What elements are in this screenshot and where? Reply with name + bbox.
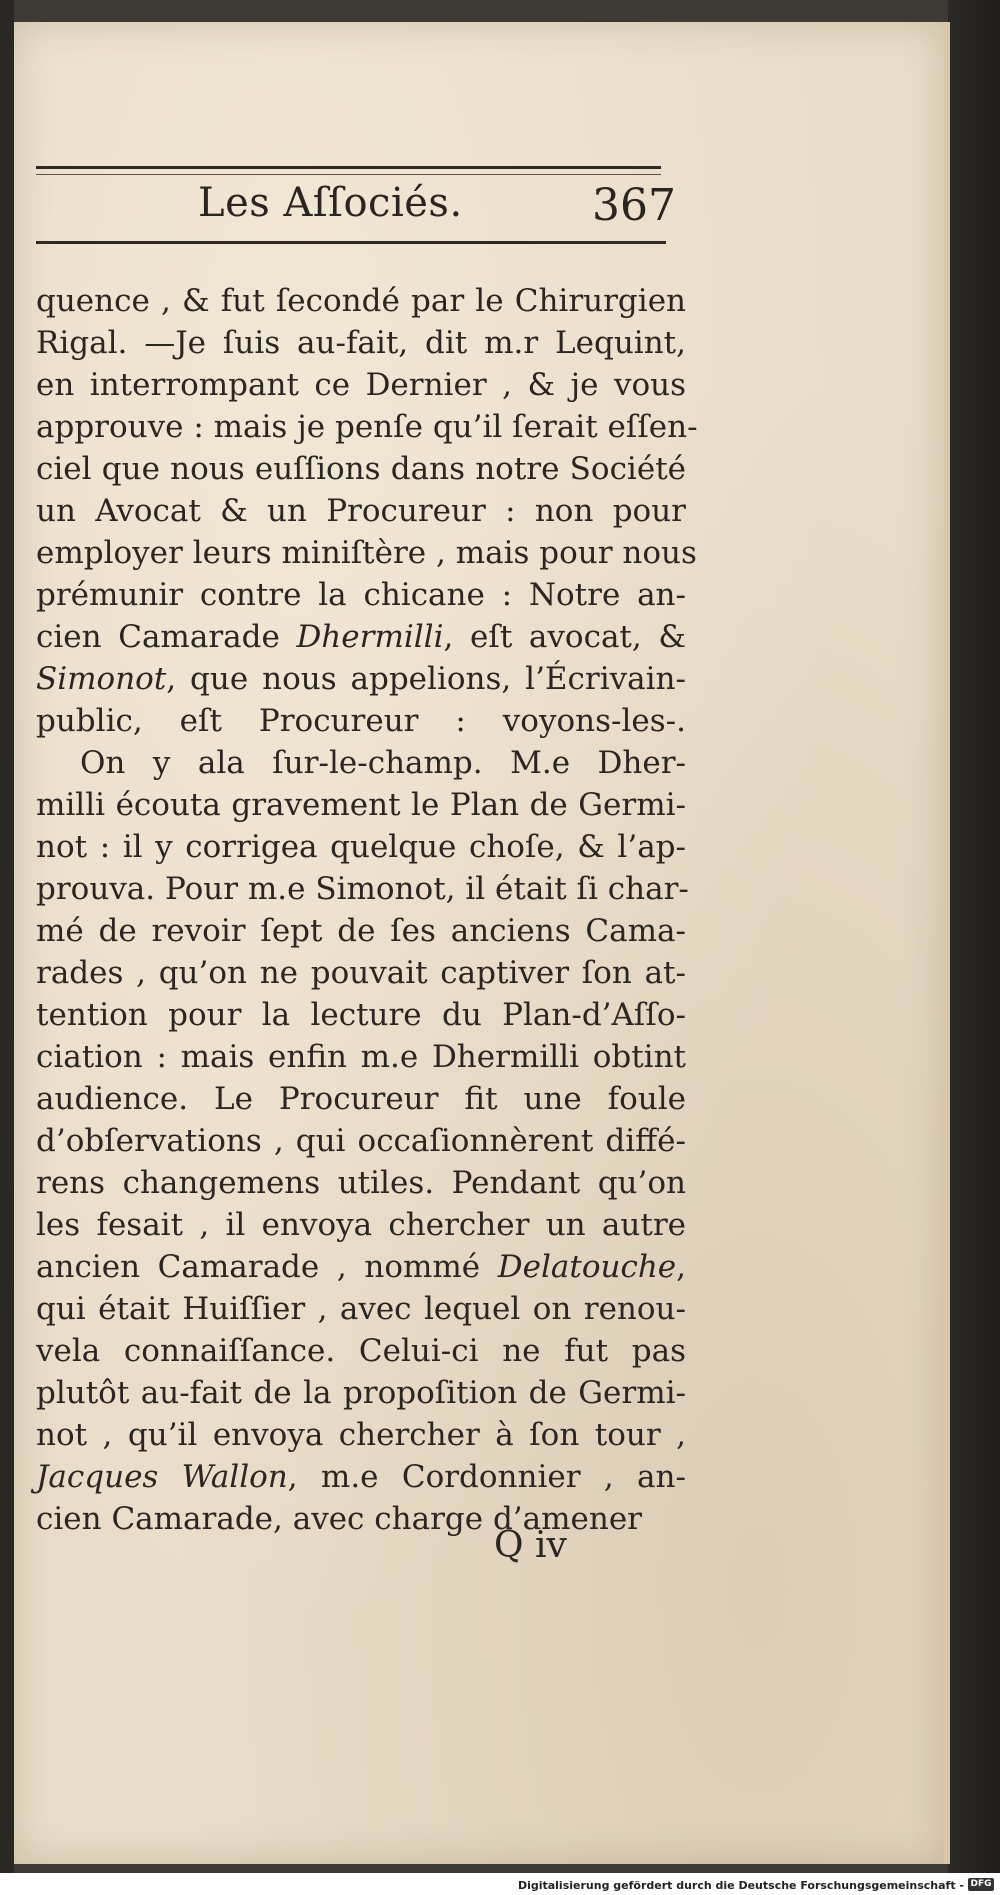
text-line: rens changemens utiles. Pendant qu’on <box>36 1165 686 1201</box>
text-line: milli écouta gravement le Plan de Germi- <box>36 787 686 823</box>
text-line: vela connaiſſance. Celui-ci ne fut pas <box>36 1333 686 1369</box>
text-line: prouva. Pour m.e Simonot, il était ſi char- <box>36 871 689 907</box>
text-line <box>36 658 686 700</box>
text-line: en interrompant ce Dernier , & je vous <box>36 367 686 403</box>
scan-left-edge <box>0 0 14 1895</box>
italic-name: Simonot <box>36 661 167 697</box>
text-segment: , m.e Cordonnier , an- <box>287 1459 686 1495</box>
footer-bar <box>0 1873 1000 1895</box>
text-line: tention pour la lecture du Plan-d’Aſſo- <box>36 997 686 1033</box>
text-line: not : il y corrigea quelque choſe, & l’ap- <box>36 829 686 865</box>
text-line: rades , qu’on ne pouvait captiver ſon at- <box>36 955 686 991</box>
italic-name: Delatouche <box>497 1249 677 1285</box>
text-line: plutôt au-fait de la propoſition de Germi- <box>36 1375 686 1411</box>
text-segment: , <box>676 1249 686 1285</box>
text-segment: , eſt avocat, & <box>443 619 686 655</box>
text-segment: , que nous appelions, l’Écrivain- <box>166 661 686 697</box>
text-line: audience. Le Procureur fit une foule <box>36 1081 686 1117</box>
text-line: cien Camarade, avec charge d’amener <box>36 1501 642 1537</box>
text-line: not , qu’il envoya chercher à ſon tour , <box>36 1417 686 1453</box>
body-text <box>36 280 698 1540</box>
running-head: Les Aſſociés. <box>198 180 463 226</box>
text-line <box>36 1456 686 1498</box>
text-line: les fesait , il envoya chercher un autre <box>36 1207 686 1243</box>
page-number: 367 <box>592 180 676 231</box>
text-line: quence , & fut ſecondé par le Chirurgien <box>36 283 686 319</box>
text-line: ciel que nous euſſions dans notre Société <box>36 451 686 487</box>
text-line: un Avocat & un Procureur : non pour <box>36 493 686 529</box>
dfg-logo-icon: DFG <box>968 1878 994 1891</box>
italic-name: Dhermilli <box>296 619 444 655</box>
text-line: prémunir contre la chicane : Notre an- <box>36 577 686 613</box>
italic-name: Jacques Wallon <box>36 1459 288 1495</box>
text-line: approuve : mais je penſe qu’il ſerait eſſen- <box>36 409 698 445</box>
text-segment: cien Camarade <box>36 619 297 655</box>
text-line: public, eſt Procureur : voyons-les-. <box>36 703 686 739</box>
text-line: employer leurs miniſtère , mais pour nous <box>36 535 697 571</box>
header-rule-bottom <box>36 241 666 244</box>
header-rule-top <box>36 166 661 169</box>
text-line: Rigal. —Je ſuis au-fait, dit m.r Lequint, <box>36 325 686 361</box>
signature-mark: Q iv <box>494 1525 567 1566</box>
text-line: d’obſervations , qui occaſionnèrent diffé- <box>36 1123 686 1159</box>
footer-credit: Digitalisierung gefördert durch die Deutsche Forschungsgemeinschaft - <box>517 1879 964 1892</box>
text-line <box>36 1246 686 1288</box>
text-line: qui était Huiſſier , avec lequel on renou- <box>36 1291 686 1327</box>
text-line: On y ala ſur-le-champ. M.e Dher- <box>80 745 686 781</box>
header-rule-top-thin <box>36 174 661 175</box>
book-page <box>14 22 950 1864</box>
text-segment: ancien Camarade , nommé <box>36 1249 498 1285</box>
text-line: mé de revoir ſept de ſes anciens Cama- <box>36 913 686 949</box>
text-line <box>36 616 686 658</box>
scan-right-border <box>948 0 1000 1895</box>
text-line: ciation : mais enfin m.e Dhermilli obtint <box>36 1039 686 1075</box>
